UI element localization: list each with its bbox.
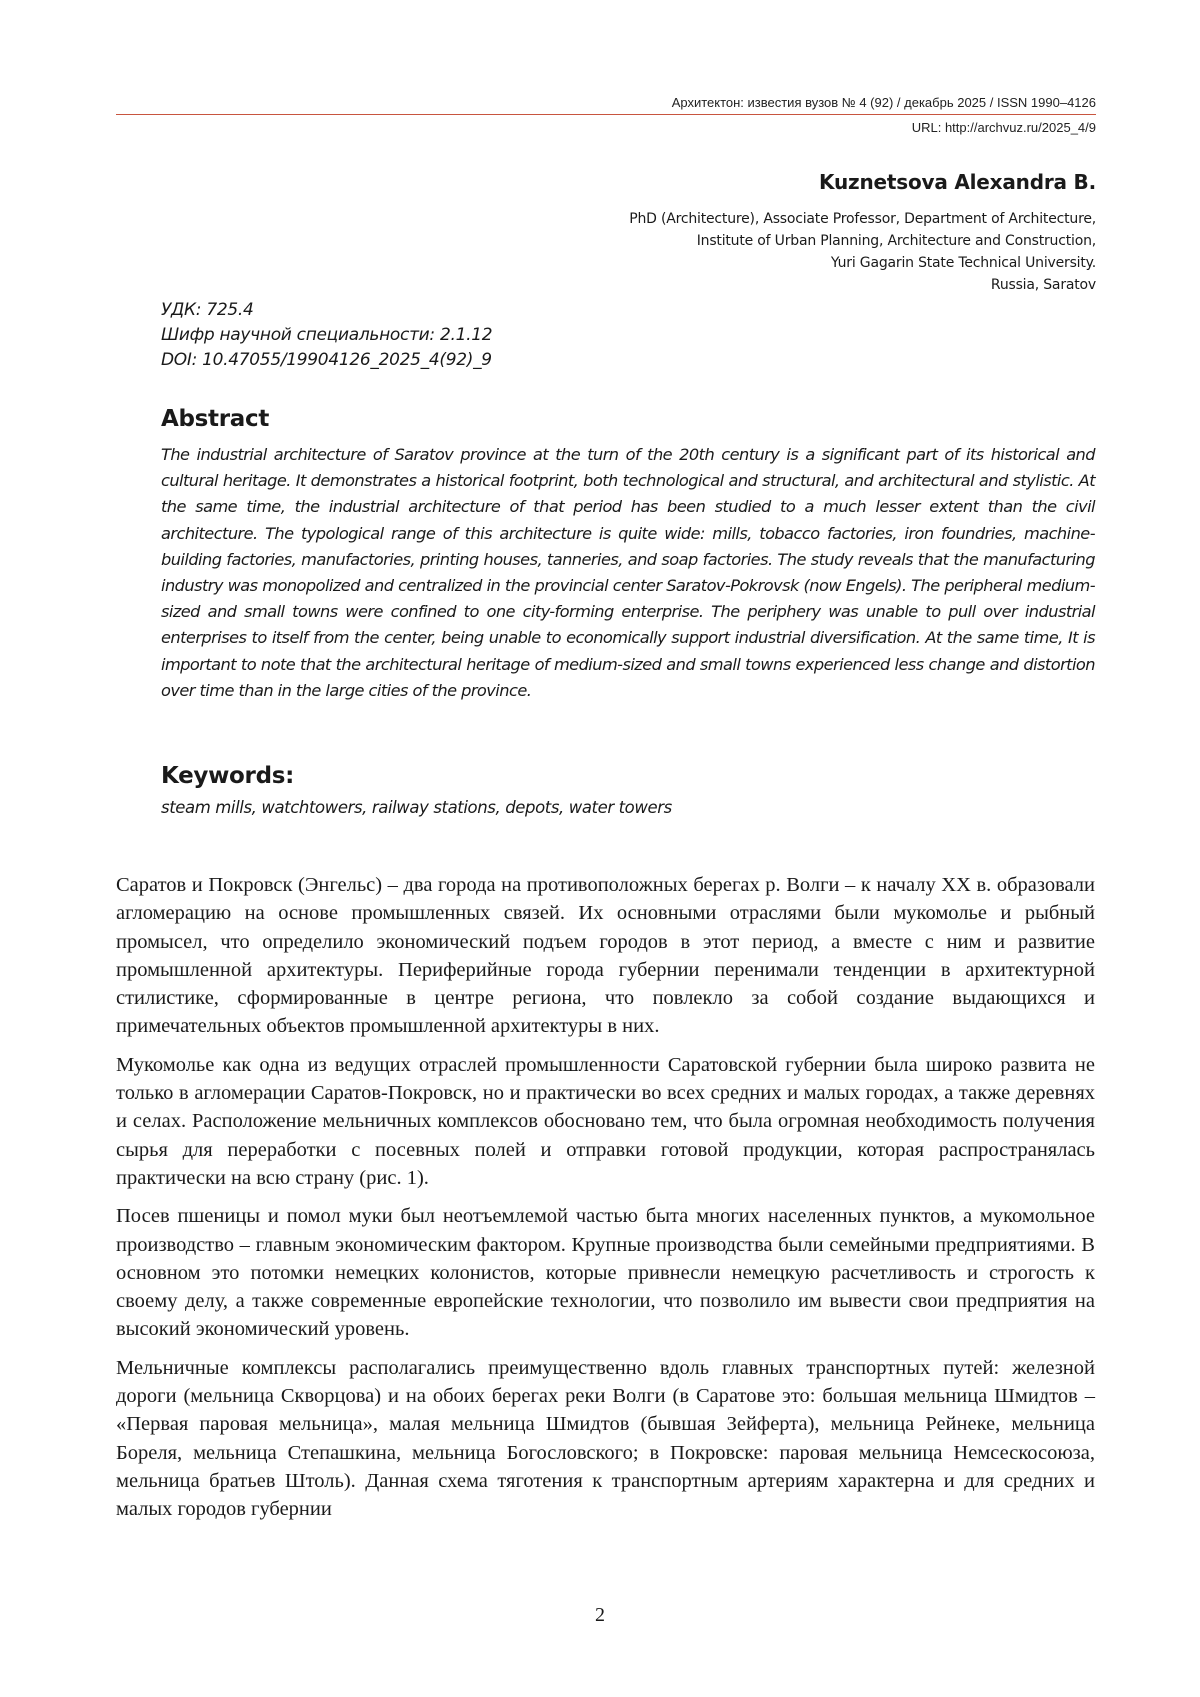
journal-header: Архитектон: известия вузов № 4 (92) / декабрь 2025 / ISSN 1990–4126: [671, 95, 1096, 110]
affiliation-line: Yuri Gagarin State Technical University.: [830, 255, 1096, 271]
affiliation-line: PhD (Architecture), Associate Professor, Department of Architecture,: [629, 211, 1096, 227]
page-number: 2: [595, 1604, 605, 1626]
body-paragraph: Саратов и Покровск (Энгельс) – два города на противоположных берегах р. Волги – к началу XX в. образовали агломерацию на основе промышленных связей. Их основными отраслями были мукомолье и рыбный промысел, что определило экономический подъем городов в этот период, а вместе с ним и развитие промышленной архитектуры. Периферийные города губернии перенимали тенденции в архитектурной стилистике, сформированные в центре региона, что повлекло за собой создание выдающихся и примечательных объектов промышленной архитектуры в них.: [116, 874, 1095, 1038]
udc-code: УДК: 725.4: [161, 300, 254, 320]
body-paragraph: Посев пшеницы и помол муки был неотъемлемой частью быта многих населенных пунктов, а мукомольное производство – главным экономическим фактором. Крупные производства были семейными предприятиями. В основном это потомки немецких колонистов, которые привнесли немецкую расчетливость и строгость к своему делу, а также современные европейские технологии, что позволило им вывести свои предприятия на высокий экономический уровень.: [116, 1205, 1095, 1341]
keywords-text: steam mills, watchtowers, railway stations, depots, water towers: [161, 798, 672, 817]
author-name: Kuznetsova Alexandra B.: [819, 170, 1096, 194]
specialty-code: Шифр научной специальности: 2.1.12: [161, 325, 493, 345]
doi: DOI: 10.47055/19904126_2025_4(92)_9: [161, 350, 492, 370]
article-meta: [161, 298, 492, 373]
article-body: [116, 871, 1095, 1534]
affiliation-line: Institute of Urban Planning, Architecture and Construction,: [696, 233, 1096, 249]
body-paragraph: Мельничные комплексы располагались преимущественно вдоль главных транспортных путей: железной дороги (мельница Скворцова) и на обоих берегах реки Волги (в Саратове это: большая мельница Шмидтов – «Первая паровая мельница», малая мельница Шмидтов (бывшая Зейферта), мельница Рейнеке, мельница Бореля, мельница Степашкина, мельница Богословского; в Покровске: паровая мельница Немсескосоюза, мельница братьев Штоль). Данная схема тяготения к транспортным артериям характерна и для средних и малых городов губернии: [116, 1356, 1095, 1521]
abstract-text: The industrial architecture of Saratov province at the turn of the 20th century is a significant part of its historical and cultural heritage. It demonstrates a historical footprint, both technological and structural, and architectural and stylistic. At the same time, the industrial architecture of that period has been studied to a much lesser extent than the civil architecture. The typological range of this architecture is quite wide: mills, tobacco factories, iron foundries, machine-building factories, manufactories, printing houses, tanneries, and soap factories. The study reveals that the manufacturing industry was monopolized and centralized in the provincial center Saratov-Pokrovsk (now Engels). The peripheral medium-sized and small towns were confined to one city-forming enterprise. The periphery was unable to pull over industrial enterprises to itself from the center, being unable to economically support industrial diversification. At the same time, It is important to note that the architectural heritage of medium-sized and small towns experienced less change and distortion over time than in the large cities of the province.: [161, 445, 1095, 700]
affiliation-line: Russia, Saratov: [990, 277, 1096, 293]
author-block: [396, 170, 1096, 296]
article-url: URL: http://archvuz.ru/2025_4/9: [911, 120, 1096, 135]
header-divider: [116, 114, 1096, 115]
keywords-heading: Keywords:: [161, 763, 295, 789]
abstract-heading: Abstract: [161, 406, 270, 432]
body-paragraph: Мукомолье как одна из ведущих отраслей промышленности Саратовской губернии была широко развита не только в агломерации Саратов-Покровск, но и практически во всех средних и малых городах, а также деревнях и селах. Расположение мельничных комплексов обосновано тем, что была огромная необходимость получения сырья для переработки с посевных полей и отправки готовой продукции, которая распространялась практически на всю страну (рис. 1).: [116, 1053, 1095, 1189]
